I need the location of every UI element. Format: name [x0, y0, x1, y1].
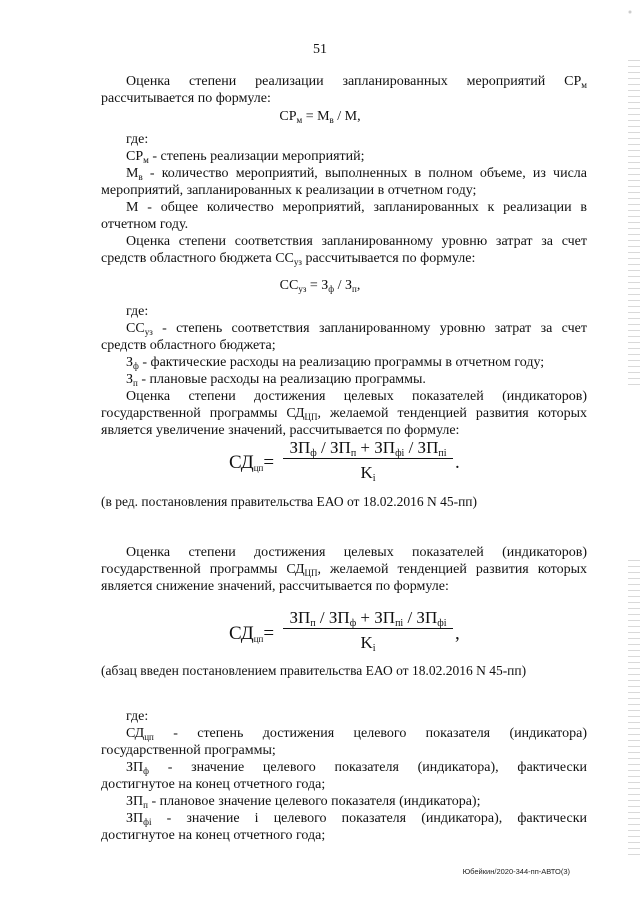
- definition-line: $ЗП_ф$ - значение целевого показателя (индикатора), фактически: [126, 760, 587, 776]
- formula-sd-increase-left: $СД_{цп}=$: [229, 452, 275, 473]
- definition-line: достигнутое на конец отчетного года;: [101, 777, 326, 792]
- amendment-note: (в ред. постановления правительства ЕАО от 18.02.2016 N 45-пп): [101, 494, 478, 509]
- paragraph-line: является снижение значений, рассчитывается по формуле:: [101, 579, 449, 594]
- definition-line: $З_ф$ - фактические расходы на реализацию программы в отчетном году;: [126, 355, 545, 371]
- paragraph-line: государственной программы $СД_{ЦП}$, желаемой тенденцией развития которых: [101, 562, 587, 578]
- paragraph-line: является увеличение значений, рассчитывается по формуле:: [101, 423, 460, 438]
- definition-line: отчетном году.: [101, 217, 189, 232]
- paragraph-line: Оценка степени достижения целевых показателей (индикаторов): [126, 545, 587, 560]
- document-footer-code: Юбейкин/2020-344-пп-АВТО(3): [462, 867, 570, 876]
- formula-sd-increase-fraction: $ЗП_ф / ЗП_п + ЗП_{фi} / ЗП_{пi}$ $K_i$: [283, 438, 453, 483]
- formula-sd-decrease-fraction: $ЗП_п / ЗП_ф + ЗП_{пi} / ЗП_{фi}$ $K_i$: [283, 608, 453, 653]
- amendment-note: (абзац введен постановлением правительства ЕАО от 18.02.2016 N 45-пп): [101, 663, 527, 678]
- definition-line: $ЗП_{фi}$ - значение i целевого показателя (индикатора), фактически: [126, 811, 587, 827]
- definition-line: $СД_{цп}$ - степень достижения целевого показателя (индикатора): [126, 726, 587, 742]
- formula-ss: $СС_{уз} = З_ф / З_п$,: [279, 278, 361, 294]
- paragraph-line: Оценка степени реализации запланированных мероприятий $СР_м$: [126, 74, 587, 90]
- definition-line: $М_в$ - количество мероприятий, выполненных в полном объеме, из числа: [126, 166, 587, 182]
- definition-line: $СР_м$ - степень реализации мероприятий;: [126, 149, 365, 165]
- where-label: где:: [126, 709, 149, 724]
- formula-end: ,: [455, 623, 460, 644]
- paragraph-line: Оценка степени соответствия запланированному уровню затрат за счет: [126, 234, 587, 249]
- definition-line: $ЗП_п$ - плановое значение целевого показателя (индикатора);: [126, 794, 481, 810]
- definition-line: $З_п$ - плановые расходы на реализацию программы.: [126, 372, 426, 388]
- paragraph-line: рассчитывается по формуле:: [101, 91, 271, 106]
- where-label: где:: [126, 304, 149, 319]
- definition-line: М - общее количество мероприятий, запланированных к реализации в: [126, 200, 587, 215]
- paragraph-line: государственной программы $СД_{ЦП}$, желаемой тенденцией развития которых: [101, 406, 587, 422]
- definition-line: мероприятий, запланированных к реализации в отчетном году;: [101, 183, 477, 198]
- formula-sr: $СР_м = М_в / М$,: [279, 109, 361, 125]
- definition-line: средств областного бюджета;: [101, 338, 276, 353]
- paragraph-line: средств областного бюджета $СС_{уз}$ рассчитывается по формуле:: [101, 251, 476, 267]
- definition-line: государственной программы;: [101, 743, 276, 758]
- formula-end: .: [455, 452, 460, 473]
- formula-sd-decrease-left: $СД_{цп}=$: [229, 623, 275, 644]
- scan-noise: [590, 0, 640, 40]
- definition-line: $СС_{уз}$ - степень соответствия запланированному уровню затрат за счет: [126, 321, 587, 337]
- definition-line: достигнутое на конец отчетного года;: [101, 828, 326, 843]
- scan-edge-marks: [628, 560, 640, 860]
- page-number: 51: [313, 42, 327, 57]
- paragraph-line: Оценка степени достижения целевых показателей (индикаторов): [126, 389, 587, 404]
- where-label: где:: [126, 132, 149, 147]
